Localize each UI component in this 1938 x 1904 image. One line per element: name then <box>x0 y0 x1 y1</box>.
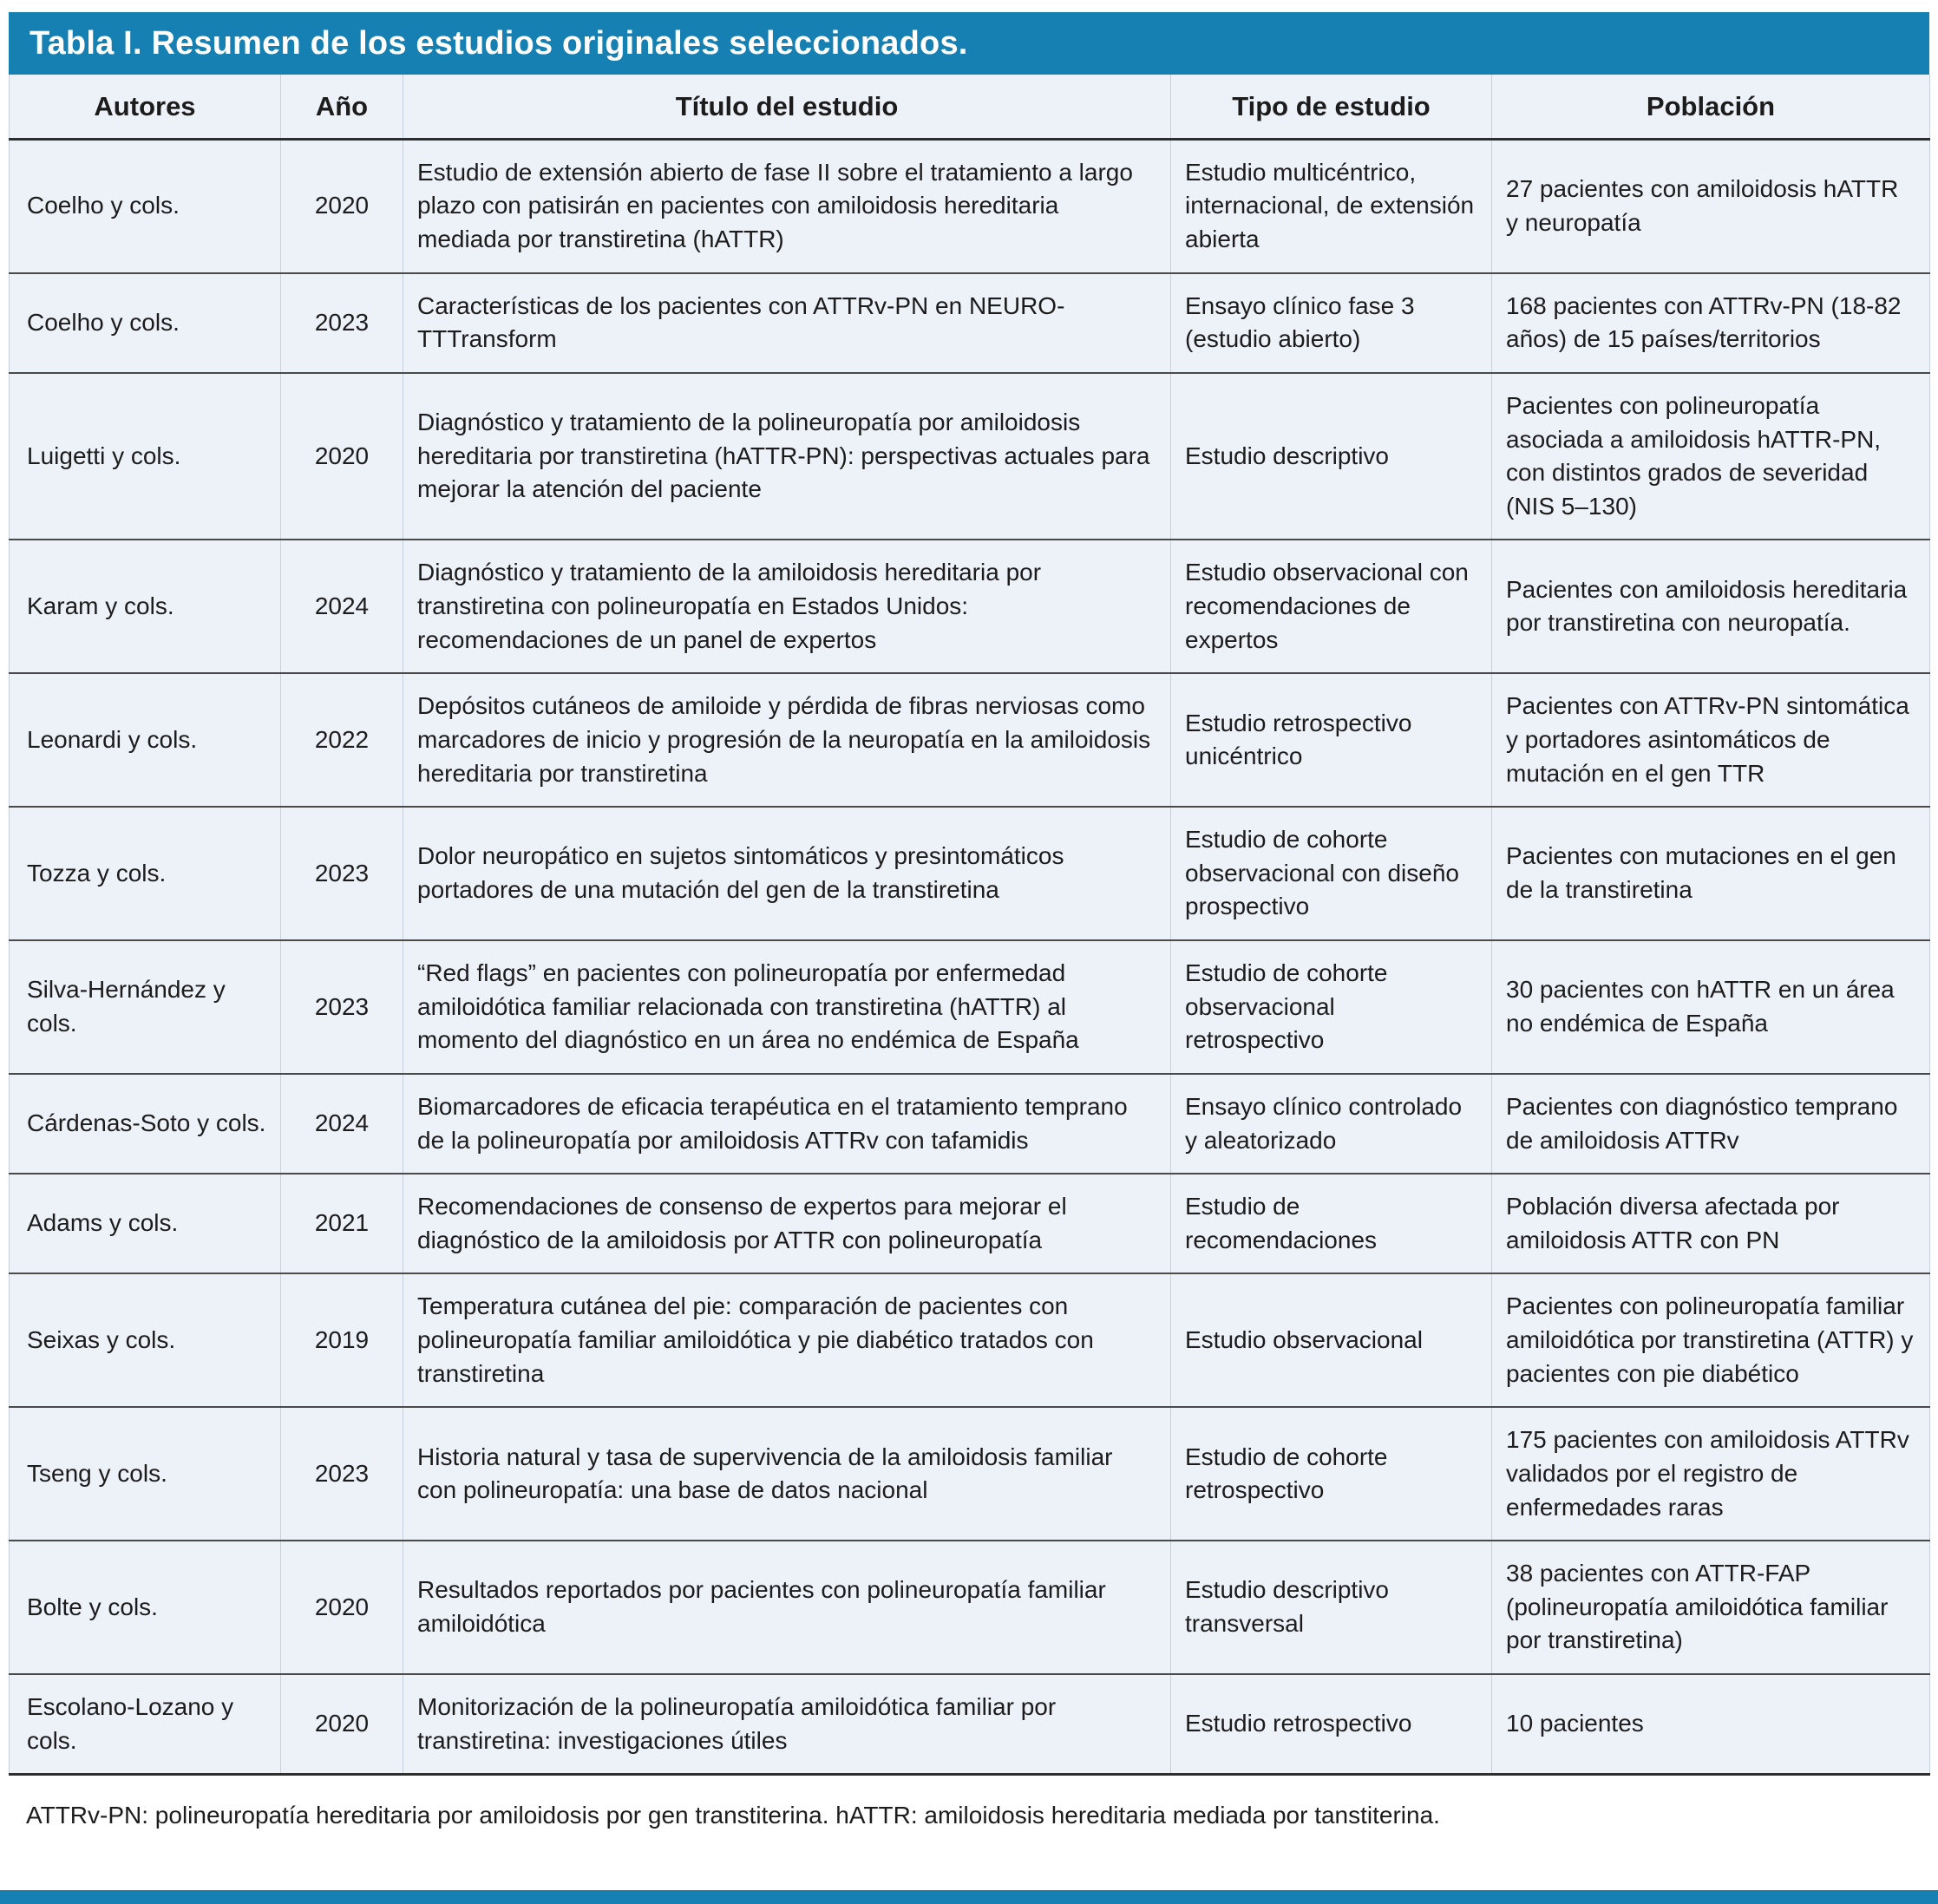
tipo-cell: Estudio de recomendaciones <box>1171 1174 1492 1273</box>
column-header-titulo: Título del estudio <box>403 75 1171 139</box>
poblacion-cell: Pacientes con amiloidosis hereditaria por transtiretina con neuropatía. <box>1492 540 1930 673</box>
poblacion-cell: Pacientes con mutaciones en el gen de la transtiretina <box>1492 807 1930 940</box>
poblacion-cell: Pacientes con polineuropatía familiar amiloidótica por transtiretina (ATTR) y pacientes con pie diabético <box>1492 1273 1930 1407</box>
poblacion-cell: 27 pacientes con amiloidosis hATTR y neuropatía <box>1492 139 1930 272</box>
ano-cell: 2024 <box>281 540 403 673</box>
ano-cell: 2023 <box>281 940 403 1074</box>
table-body <box>10 139 1930 1775</box>
table-row <box>10 373 1930 540</box>
ano-cell: 2022 <box>281 673 403 807</box>
autores-cell: Escolano-Lozano y cols. <box>10 1674 281 1775</box>
tipo-cell: Ensayo clínico fase 3 (estudio abierto) <box>1171 273 1492 373</box>
table-row <box>10 940 1930 1074</box>
table-row <box>10 540 1930 673</box>
ano-cell: 2019 <box>281 1273 403 1407</box>
column-header-tipo: Tipo de estudio <box>1171 75 1492 139</box>
autores-cell: Seixas y cols. <box>10 1273 281 1407</box>
autores-cell: Karam y cols. <box>10 540 281 673</box>
table-row <box>10 1273 1930 1407</box>
titulo-cell: Biomarcadores de eficacia terapéutica en el tratamiento temprano de la polineuropatía por amiloidosis ATTRv con tafamidis <box>403 1074 1171 1174</box>
ano-cell: 2023 <box>281 1407 403 1541</box>
table-row <box>10 673 1930 807</box>
tipo-cell: Estudio de cohorte observacional con diseño prospectivo <box>1171 807 1492 940</box>
tipo-cell: Estudio descriptivo transversal <box>1171 1541 1492 1674</box>
titulo-cell: Dolor neuropático en sujetos sintomáticos y presintomáticos portadores de una mutación del gen de la transtiretina <box>403 807 1171 940</box>
table-row <box>10 1174 1930 1273</box>
tipo-cell: Estudio de cohorte observacional retrospectivo <box>1171 940 1492 1074</box>
autores-cell: Bolte y cols. <box>10 1541 281 1674</box>
tipo-cell: Estudio multicéntrico, internacional, de extensión abierta <box>1171 139 1492 272</box>
tipo-cell: Estudio retrospectivo <box>1171 1674 1492 1775</box>
poblacion-cell: 10 pacientes <box>1492 1674 1930 1775</box>
titulo-cell: Diagnóstico y tratamiento de la polineuropatía por amiloidosis hereditaria por transtiretina (hATTR-PN): perspectivas actuales para mejorar la atención del paciente <box>403 373 1171 540</box>
titulo-cell: Temperatura cutánea del pie: comparación de pacientes con polineuropatía familiar amiloidótica y pie diabético tratados con transtiretina <box>403 1273 1171 1407</box>
poblacion-cell: 30 pacientes con hATTR en un área no endémica de España <box>1492 940 1930 1074</box>
table-row <box>10 807 1930 940</box>
poblacion-cell: 168 pacientes con ATTRv-PN (18-82 años) de 15 países/territorios <box>1492 273 1930 373</box>
table-header <box>10 75 1930 139</box>
autores-cell: Leonardi y cols. <box>10 673 281 807</box>
autores-cell: Coelho y cols. <box>10 273 281 373</box>
titulo-cell: Diagnóstico y tratamiento de la amiloidosis hereditaria por transtiretina con polineuropatía en Estados Unidos: recomendaciones de un panel de expertos <box>403 540 1171 673</box>
titulo-cell: Historia natural y tasa de supervivencia de la amiloidosis familiar con polineuropatía: una base de datos nacional <box>403 1407 1171 1541</box>
header-row <box>10 75 1930 139</box>
tipo-cell: Ensayo clínico controlado y aleatorizado <box>1171 1074 1492 1174</box>
table-row <box>10 139 1930 272</box>
autores-cell: Luigetti y cols. <box>10 373 281 540</box>
titulo-cell: “Red flags” en pacientes con polineuropatía por enfermedad amiloidótica familiar relacionada con transtiretina (hATTR) al momento del diagnóstico en un área no endémica de España <box>403 940 1171 1074</box>
ano-cell: 2023 <box>281 273 403 373</box>
table-row <box>10 1074 1930 1174</box>
titulo-cell: Estudio de extensión abierto de fase II sobre el tratamiento a largo plazo con patisirán en pacientes con amiloidosis hereditaria mediada por transtiretina (hATTR) <box>403 139 1171 272</box>
titulo-cell: Resultados reportados por pacientes con polineuropatía familiar amiloidótica <box>403 1541 1171 1674</box>
tipo-cell: Estudio observacional con recomendaciones de expertos <box>1171 540 1492 673</box>
ano-cell: 2023 <box>281 807 403 940</box>
column-header-autores: Autores <box>10 75 281 139</box>
autores-cell: Tozza y cols. <box>10 807 281 940</box>
poblacion-cell: 38 pacientes con ATTR-FAP (polineuropatía amiloidótica familiar por transtiretina) <box>1492 1541 1930 1674</box>
autores-cell: Coelho y cols. <box>10 139 281 272</box>
table-row <box>10 273 1930 373</box>
titulo-cell: Monitorización de la polineuropatía amiloidótica familiar por transtiretina: investigaciones útiles <box>403 1674 1171 1775</box>
titulo-cell: Recomendaciones de consenso de expertos para mejorar el diagnóstico de la amiloidosis por ATTR con polineuropatía <box>403 1174 1171 1273</box>
table-footnote: ATTRv-PN: polineuropatía hereditaria por amiloidosis por gen transtiterina. hATTR: amiloidosis hereditaria mediada por tanstiterina. <box>26 1802 1440 1829</box>
table-row <box>10 1674 1930 1775</box>
titulo-cell: Depósitos cutáneos de amiloide y pérdida de fibras nerviosas como marcadores de inicio y progresión de la neuropatía en la amiloidosis hereditaria por transtiretina <box>403 673 1171 807</box>
autores-cell: Silva-Hernández y cols. <box>10 940 281 1074</box>
ano-cell: 2024 <box>281 1074 403 1174</box>
ano-cell: 2020 <box>281 139 403 272</box>
tipo-cell: Estudio descriptivo <box>1171 373 1492 540</box>
ano-cell: 2020 <box>281 1674 403 1775</box>
ano-cell: 2021 <box>281 1174 403 1273</box>
poblacion-cell: Pacientes con ATTRv-PN sintomática y portadores asintomáticos de mutación en el gen TTR <box>1492 673 1930 807</box>
column-header-poblacion: Población <box>1492 75 1930 139</box>
table-title-bar: Tabla I. Resumen de los estudios originales seleccionados. <box>9 12 1929 75</box>
tipo-cell: Estudio observacional <box>1171 1273 1492 1407</box>
column-header-ano: Año <box>281 75 403 139</box>
titulo-cell: Características de los pacientes con ATTRv-PN en NEURO-TTTransform <box>403 273 1171 373</box>
ano-cell: 2020 <box>281 373 403 540</box>
ano-cell: 2020 <box>281 1541 403 1674</box>
poblacion-cell: Pacientes con polineuropatía asociada a amiloidosis hATTR-PN, con distintos grados de severidad (NIS 5–130) <box>1492 373 1930 540</box>
tipo-cell: Estudio retrospectivo unicéntrico <box>1171 673 1492 807</box>
autores-cell: Tseng y cols. <box>10 1407 281 1541</box>
autores-cell: Adams y cols. <box>10 1174 281 1273</box>
autores-cell: Cárdenas-Soto y cols. <box>10 1074 281 1174</box>
poblacion-cell: Población diversa afectada por amiloidosis ATTR con PN <box>1492 1174 1930 1273</box>
poblacion-cell: Pacientes con diagnóstico temprano de amiloidosis ATTRv <box>1492 1074 1930 1174</box>
table-row <box>10 1541 1930 1674</box>
bottom-accent-bar <box>0 1890 1938 1904</box>
poblacion-cell: 175 pacientes con amiloidosis ATTRv validados por el registro de enfermedades raras <box>1492 1407 1930 1541</box>
tipo-cell: Estudio de cohorte retrospectivo <box>1171 1407 1492 1541</box>
table-row <box>10 1407 1930 1541</box>
studies-table <box>9 75 1930 1776</box>
